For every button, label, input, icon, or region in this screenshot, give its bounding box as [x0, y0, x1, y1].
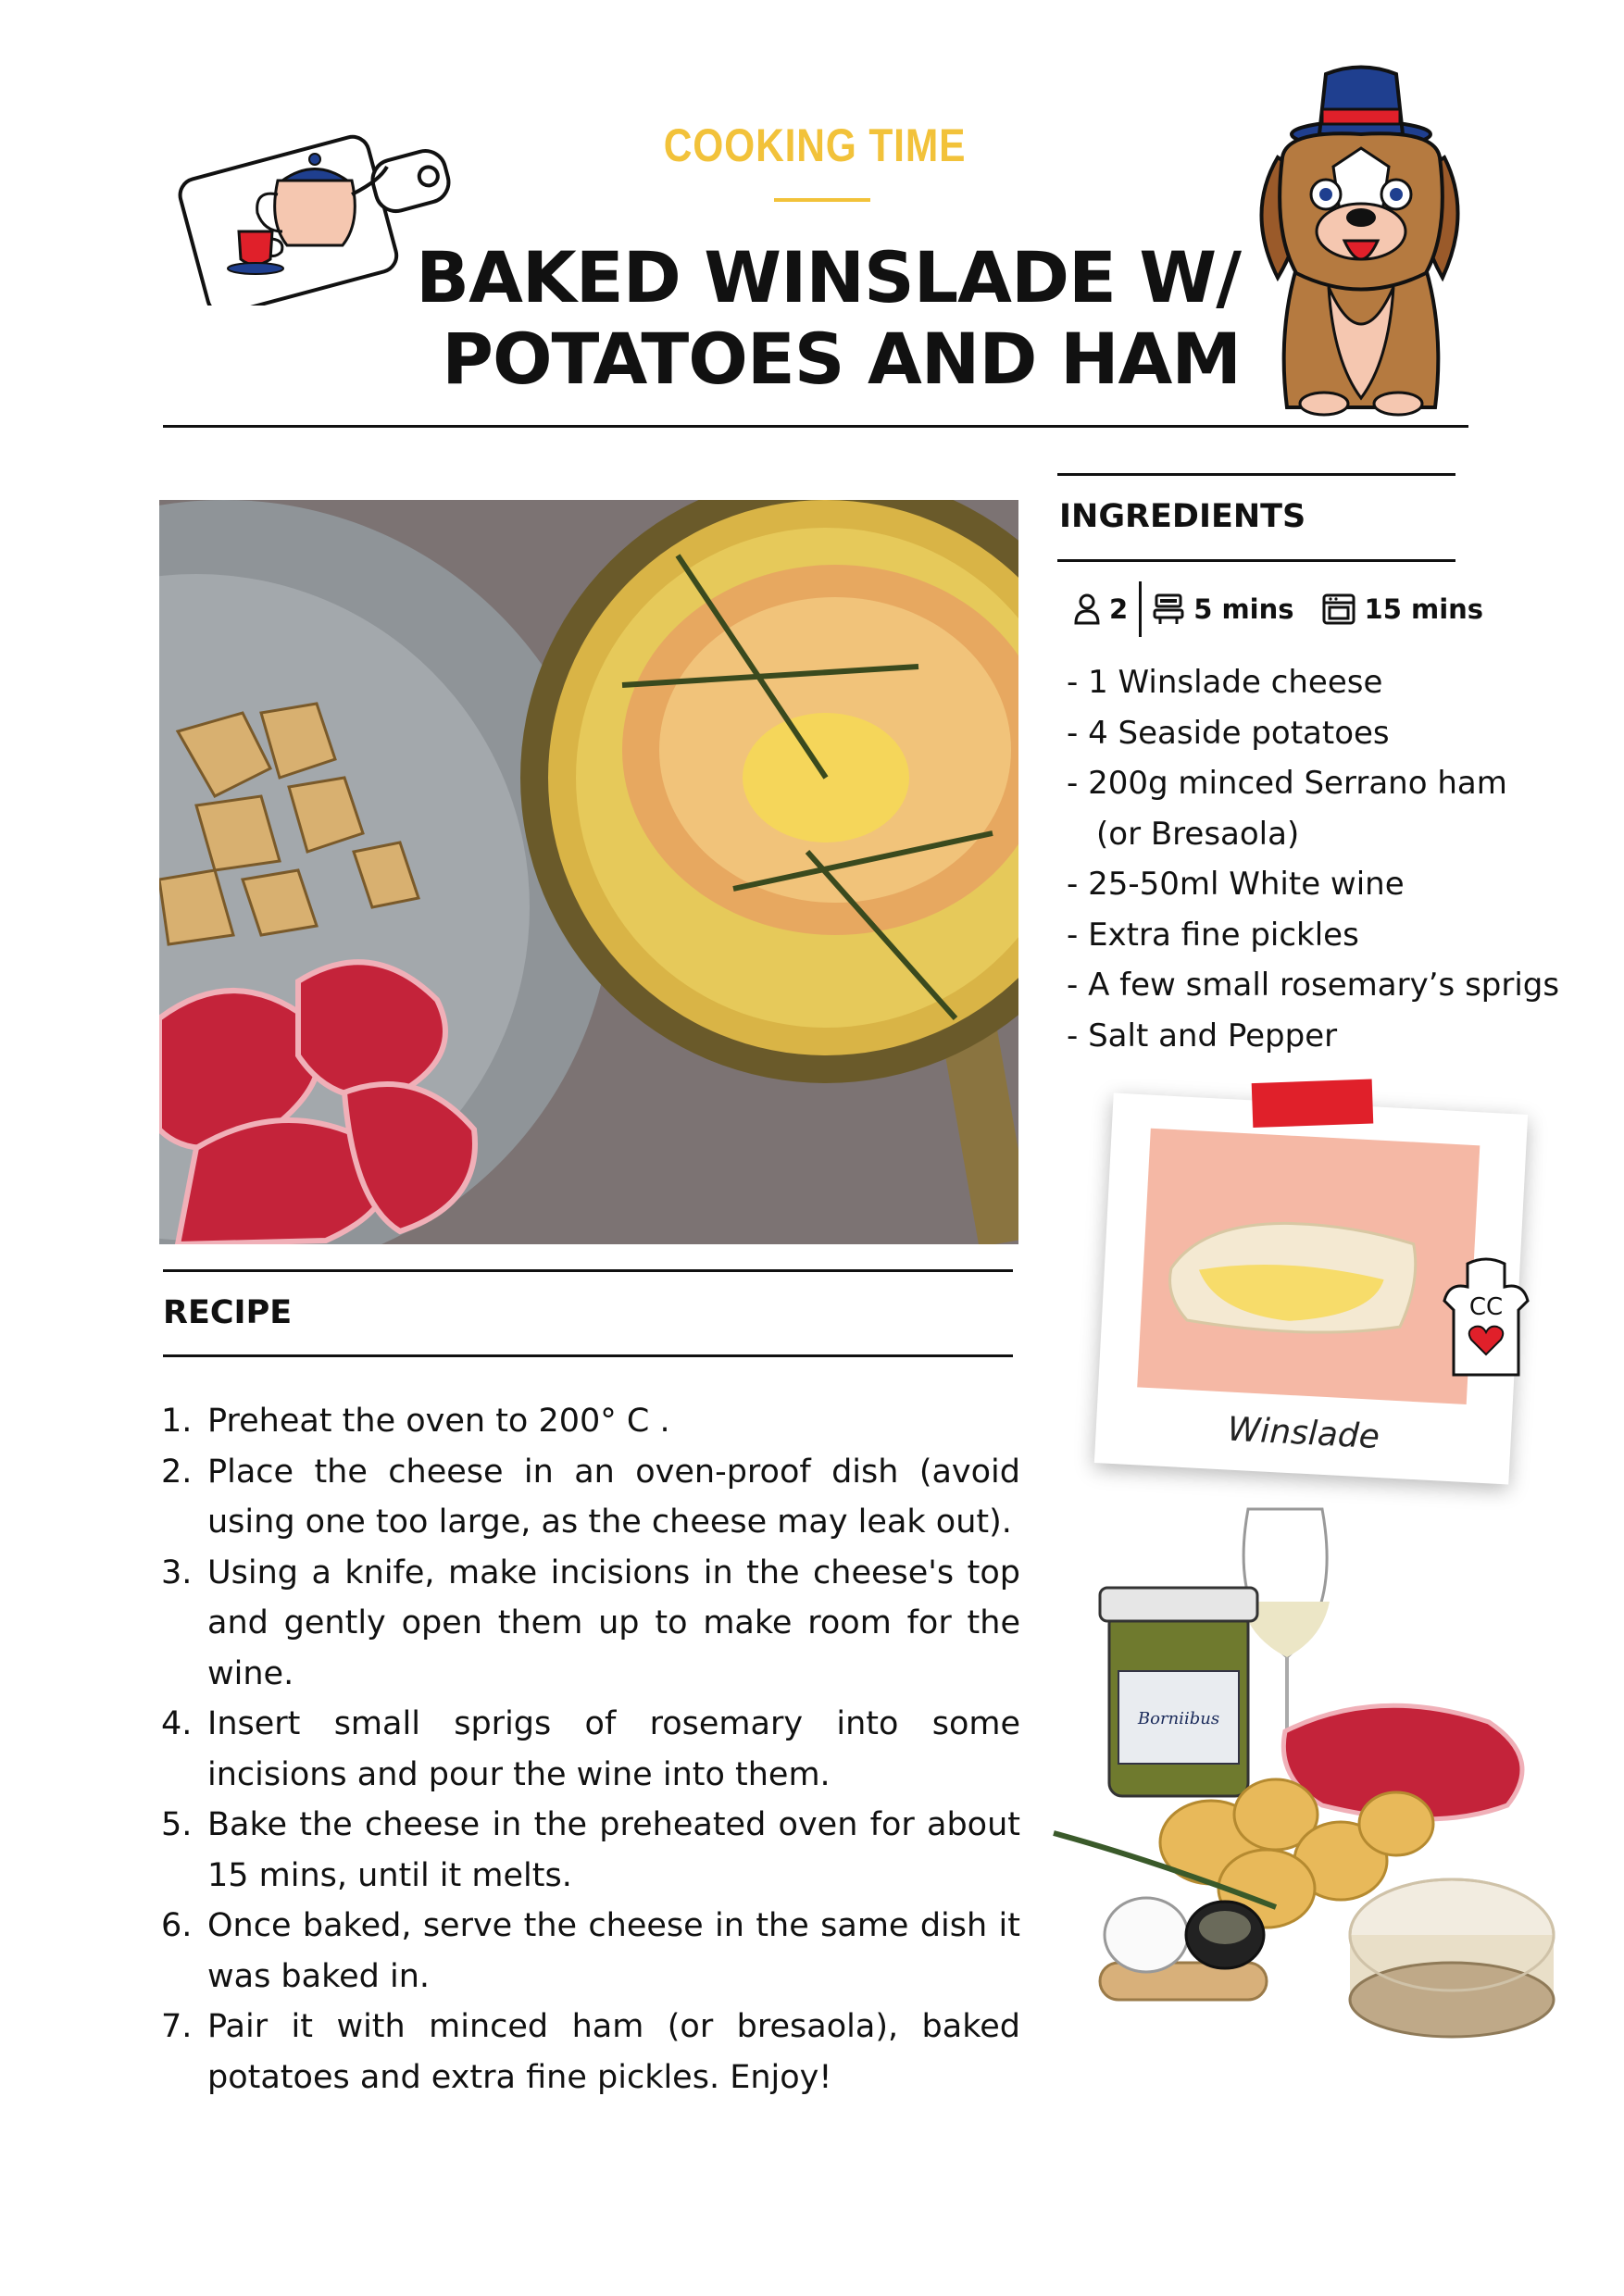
step-text: Preheat the oven to 200° C .: [207, 1403, 670, 1440]
polaroid-photo: [1137, 1129, 1480, 1404]
meta-separator: [1139, 581, 1142, 637]
ingredients-illustration: [1044, 1500, 1563, 2055]
step-number: 3.: [161, 1554, 193, 1591]
step-text: Using a knife, make incisions in the cheese's top and gently open them up to make room for the wine.: [207, 1554, 1020, 1692]
recipe-steps: [161, 1396, 1020, 2103]
polaroid-caption: Winslade: [1226, 1410, 1380, 1457]
step-text: Pair it with minced ham (or bresaola), baked potatoes and extra fine pickles. Enjoy!: [207, 2008, 1020, 2096]
dish-photo: [159, 500, 1018, 1244]
recipe-heading: RECIPE: [163, 1294, 293, 1331]
recipe-step: [161, 1800, 1020, 1901]
apron-icon: [1440, 1254, 1532, 1384]
cook-time-value: 15 mins: [1364, 593, 1484, 625]
servings-group: [1074, 593, 1128, 625]
header-divider: [163, 425, 1468, 428]
step-text: Once baked, serve the cheese in the same dish it was baked in.: [207, 1907, 1020, 1995]
ingredient-item: - A few small rosemary’s sprigs: [1067, 967, 1560, 1004]
oven-icon: [1322, 593, 1355, 626]
ingredient-item: - 4 Seaside potatoes: [1067, 714, 1390, 752]
ingredient-item: - Extra fine pickles: [1067, 916, 1359, 954]
ingredient-item: - 1 Winslade cheese: [1067, 664, 1383, 701]
recipe-step: [161, 1396, 1020, 1447]
jar-label: Borniibus: [1137, 1709, 1220, 1728]
cook-time-group: [1322, 593, 1484, 626]
ingredients-list: [1067, 657, 1585, 1061]
step-number: 6.: [161, 1907, 193, 1944]
recipe-meta: [1074, 581, 1509, 637]
ingredient-item: - 25-50ml White wine: [1067, 866, 1405, 903]
ingredient-item-continuation: [1067, 809, 1585, 860]
cheese-wedge-image: [1137, 1129, 1480, 1404]
recipe-top-rule: [163, 1269, 1013, 1272]
ingredients-heading: INGREDIENTS: [1059, 498, 1306, 535]
red-tape: [1252, 1079, 1374, 1129]
step-number: 4.: [161, 1705, 193, 1742]
dog-mascot-icon: [1241, 56, 1463, 417]
prep-time-group: [1153, 593, 1293, 626]
ingredients-top-rule: [1057, 473, 1455, 476]
recipe-step: [161, 1901, 1020, 2002]
title-line-1: BAKED WINSLADE W/: [416, 236, 1241, 318]
ingredients-bottom-rule: [1057, 559, 1455, 562]
person-icon: [1074, 593, 1100, 625]
recipe-step: [161, 1699, 1020, 1800]
step-text: Bake the cheese in the preheated oven for about 15 mins, until it melts.: [207, 1806, 1020, 1894]
step-number: 1.: [161, 1403, 193, 1440]
recipe-step: [161, 1548, 1020, 1700]
apron-text: CC: [1468, 1293, 1504, 1321]
ingredient-continuation-text: (or Bresaola): [1096, 815, 1300, 853]
kicker-rule: [774, 198, 870, 202]
prep-icon: [1153, 593, 1184, 626]
step-number: 7.: [161, 2008, 193, 2045]
recipe-step: [161, 1447, 1020, 1548]
prep-time-value: 5 mins: [1193, 593, 1294, 625]
step-text: Place the cheese in an oven-proof dish (avoid using one too large, as the cheese may leak out).: [207, 1453, 1020, 1541]
kicker-label: COOKING TIME: [663, 119, 967, 171]
step-text: Insert small sprigs of rosemary into some incisions and pour the wine into them.: [207, 1705, 1020, 1793]
step-number: 5.: [161, 1806, 193, 1843]
servings-value: 2: [1109, 593, 1129, 625]
ingredient-item: - Salt and Pepper: [1067, 1017, 1338, 1054]
ingredient-item: - 200g minced Serrano ham: [1067, 765, 1507, 802]
recipe-bottom-rule: [163, 1354, 1013, 1357]
recipe-step: [161, 2002, 1020, 2103]
page-title: [352, 237, 1241, 400]
step-number: 2.: [161, 1453, 193, 1491]
title-line-2: POTATOES AND HAM: [442, 318, 1241, 400]
